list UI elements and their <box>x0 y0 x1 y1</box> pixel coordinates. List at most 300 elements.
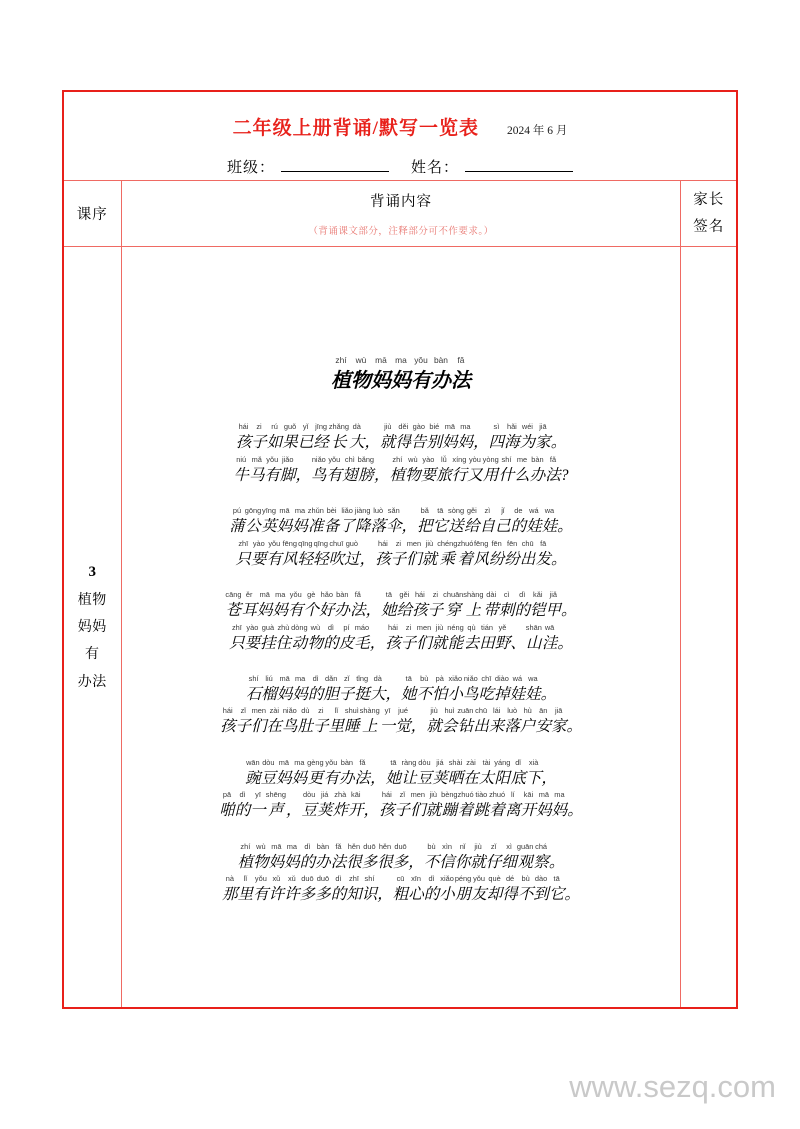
hanzi: 很 <box>377 853 393 871</box>
pinyin <box>573 706 575 716</box>
hanzi: 要 <box>420 466 437 484</box>
ruby-char <box>370 758 386 790</box>
name-input[interactable] <box>465 157 573 172</box>
ruby-char <box>408 874 424 906</box>
poem-line <box>130 539 673 571</box>
hanzi: 就 <box>426 718 442 736</box>
pinyin: fēng <box>282 538 297 548</box>
pinyin <box>372 590 374 600</box>
ruby-char <box>246 674 262 706</box>
hanzi: 办 <box>315 853 331 871</box>
poem-line <box>130 842 673 874</box>
ruby-char <box>236 539 252 571</box>
pinyin <box>392 674 394 684</box>
hanzi: 备 <box>323 518 340 536</box>
pinyin: ma <box>294 506 306 516</box>
document-date: 2024 年 6 月 <box>506 124 568 137</box>
ruby-char <box>557 623 573 655</box>
pinyin: bèng <box>441 790 458 800</box>
ruby-char <box>557 506 573 538</box>
header-content <box>121 181 681 247</box>
ruby-char <box>329 706 345 738</box>
pinyin: jiàng <box>354 506 371 516</box>
ruby-char <box>514 455 530 487</box>
hanzi: 子 <box>394 802 411 820</box>
ruby-char <box>502 874 518 906</box>
hanzi: 告 <box>411 434 427 452</box>
pinyin: tiào <box>475 790 488 800</box>
hanzi: 豌 <box>245 769 261 787</box>
ruby-char <box>455 874 471 906</box>
hanzi: 大 <box>369 686 386 703</box>
ruby-char <box>426 790 442 822</box>
pinyin: jiǎ <box>549 590 557 600</box>
pinyin: guò <box>345 538 359 548</box>
hanzi: 们 <box>410 802 426 820</box>
pinyin: guǒ <box>283 422 297 432</box>
ruby-char <box>324 506 340 538</box>
hanzi: 法 <box>354 769 371 787</box>
pinyin: ěr <box>245 590 253 600</box>
hanzi: ， <box>285 802 302 820</box>
pinyin: yáng <box>494 757 511 767</box>
pinyin: chuī <box>329 538 344 548</box>
header-content-note: （背诵课文部分，注释部分可不作要求。） <box>308 227 494 237</box>
pinyin: wa <box>544 506 555 516</box>
hanzi: 妈 <box>284 853 300 871</box>
hanzi: 不 <box>517 886 534 904</box>
pinyin: liǎo <box>341 506 353 516</box>
ruby-char <box>251 422 267 454</box>
ruby-char <box>267 706 283 738</box>
hanzi: 的 <box>330 886 347 904</box>
ruby-char <box>267 422 283 454</box>
ruby-char <box>411 706 427 738</box>
hanzi: 粗 <box>392 886 409 904</box>
hanzi: 植 <box>330 370 351 393</box>
ruby-char <box>317 790 333 822</box>
ruby-char <box>260 623 276 655</box>
pinyin: fǎ <box>359 757 366 767</box>
pinyin: wù <box>256 841 266 851</box>
pinyin: ma <box>294 674 306 683</box>
pinyin: zhī <box>231 622 242 632</box>
ruby-char <box>327 455 343 487</box>
hanzi: 孩 <box>219 718 236 736</box>
hanzi: 带 <box>483 602 499 620</box>
hanzi: 刺 <box>498 602 515 620</box>
pinyin <box>377 758 379 768</box>
hanzi: 户 <box>519 718 536 736</box>
hanzi: 妈 <box>272 602 288 620</box>
pinyin: dì <box>335 874 342 884</box>
hanzi: 发 <box>535 550 551 568</box>
hanzi: 的 <box>423 886 440 904</box>
ruby-char <box>510 674 526 706</box>
pinyin: hǎo <box>320 590 333 600</box>
pinyin: ma <box>554 790 565 800</box>
pinyin: dì <box>304 841 311 851</box>
ruby-char <box>339 506 355 538</box>
ruby-char <box>323 623 339 655</box>
hanzi: 子 <box>427 602 444 620</box>
pinyin: gěi <box>466 506 477 516</box>
hanzi: 妈 <box>276 686 293 703</box>
hanzi: 有 <box>323 769 340 787</box>
hanzi: 啪 <box>219 802 235 820</box>
ruby-char <box>448 506 464 538</box>
ruby-char <box>282 706 298 738</box>
pinyin: zi <box>395 538 402 548</box>
hanzi: 豆 <box>416 769 433 787</box>
pinyin: mā <box>279 674 290 683</box>
ruby-char <box>473 706 489 738</box>
ruby-char <box>432 758 448 790</box>
hanzi: 伞 <box>385 518 402 536</box>
hanzi: 出 <box>519 550 536 568</box>
hanzi: 就 <box>431 634 448 652</box>
hanzi: 声 <box>268 802 284 820</box>
header-parent-signature <box>681 181 737 247</box>
pinyin: dài <box>486 590 497 600</box>
hanzi: 果 <box>282 434 298 452</box>
pinyin: zhuó <box>489 790 506 800</box>
lesson-title-segment: 植物 <box>77 592 107 608</box>
ruby-char <box>567 790 583 822</box>
hanzi: 友 <box>471 886 487 904</box>
ruby-char <box>520 539 536 571</box>
ruby-char <box>495 623 511 655</box>
pinyin: mā <box>279 506 290 516</box>
pinyin: shí <box>501 454 512 464</box>
ruby-char <box>499 455 515 487</box>
ruby-char <box>552 790 568 822</box>
ruby-char <box>514 590 530 622</box>
pinyin <box>547 674 549 684</box>
pinyin <box>557 422 559 432</box>
pinyin: yī <box>255 790 261 800</box>
hanzi: 出 <box>473 718 489 736</box>
pinyin: yào <box>252 538 265 548</box>
ruby-char <box>298 706 314 738</box>
ruby-char <box>292 758 308 790</box>
pinyin: hǎi <box>506 422 517 432</box>
pinyin: gèng <box>307 757 324 767</box>
hanzi: 纷 <box>488 550 505 568</box>
header-parent-signature-line1: 家长 <box>693 191 725 208</box>
hanzi: 家 <box>535 434 551 452</box>
ruby-char <box>286 790 302 822</box>
hanzi: 孩 <box>375 550 391 568</box>
hanzi: 怕 <box>432 686 448 703</box>
ruby-char <box>245 506 261 538</box>
hanzi: ， <box>377 886 393 904</box>
poem-line <box>130 355 673 396</box>
ruby-char <box>304 590 320 622</box>
ruby-char <box>339 758 355 790</box>
pinyin: shàng <box>359 706 380 716</box>
ruby-char <box>526 758 542 790</box>
hanzi: 的 <box>299 853 316 871</box>
ruby-char <box>479 623 495 655</box>
ruby-char <box>483 590 499 622</box>
ruby-char <box>298 422 314 454</box>
pinyin: tā <box>385 590 392 600</box>
pinyin <box>408 506 410 516</box>
ruby-char <box>251 539 267 571</box>
pinyin: fēng <box>473 538 489 548</box>
hanzi: 有 <box>264 466 281 484</box>
hanzi: 孩 <box>235 434 252 452</box>
pinyin: yòng <box>482 454 499 464</box>
ruby-char <box>416 623 432 655</box>
hanzi: 得 <box>502 886 518 904</box>
hanzi: 孩 <box>412 602 428 620</box>
pinyin: zǐ <box>490 841 497 851</box>
hanzi: 办 <box>334 602 351 620</box>
hanzi: 办 <box>430 370 451 393</box>
ruby-char <box>355 506 371 538</box>
pinyin: chū <box>475 706 488 716</box>
hanzi: 。 <box>567 802 583 820</box>
hanzi: ， <box>370 769 386 787</box>
pinyin: tā <box>553 874 560 884</box>
pinyin: lǐ <box>243 874 247 884</box>
pinyin: me <box>516 454 528 464</box>
pinyin: xià <box>528 757 539 767</box>
ruby-char <box>489 706 505 738</box>
hanzi: 洼 <box>541 634 558 652</box>
pinyin: bèi <box>326 506 337 516</box>
pinyin: yǒu <box>473 874 485 884</box>
hanzi: 娃 <box>509 686 526 703</box>
hanzi: 植 <box>389 466 406 484</box>
ruby-char <box>564 874 580 906</box>
hanzi: 在 <box>463 769 479 787</box>
hanzi: 有 <box>410 370 431 393</box>
hanzi: 很 <box>346 853 362 871</box>
pinyin: chī <box>481 674 492 683</box>
ruby-char <box>546 590 562 622</box>
ruby-char <box>238 874 254 906</box>
ruby-char <box>339 623 355 655</box>
pinyin: qù <box>467 622 476 632</box>
ruby-char <box>379 790 395 822</box>
hanzi: 能 <box>447 634 464 652</box>
pinyin: xíng <box>452 454 467 464</box>
pinyin: ma <box>286 841 298 851</box>
hanzi: 上 <box>465 602 482 620</box>
hanzi: ， <box>541 769 557 787</box>
pinyin: jiā <box>555 706 563 716</box>
pinyin: hěn <box>347 841 361 851</box>
ruby-char <box>225 590 241 622</box>
hanzi: ， <box>374 466 390 484</box>
hanzi: 榴 <box>261 686 277 703</box>
lesson-title-segment: 妈妈 <box>77 619 107 635</box>
pinyin: wù <box>408 454 418 464</box>
poem-line <box>130 422 673 454</box>
ruby-char <box>504 539 520 571</box>
ruby-char <box>229 506 245 538</box>
ruby-char <box>457 539 473 571</box>
ruby-char <box>439 874 455 906</box>
pinyin: gè <box>307 590 316 600</box>
pinyin: xǔ <box>272 874 281 884</box>
pinyin: tǐng <box>356 674 369 683</box>
pinyin <box>415 842 417 852</box>
hanzi: ， <box>365 602 382 620</box>
hanzi: 法 <box>350 602 366 620</box>
ruby-char <box>393 874 409 906</box>
hanzi: ， <box>385 686 401 703</box>
pinyin: yě <box>498 622 507 632</box>
parent-signature-cell[interactable] <box>681 247 737 1009</box>
hanzi: 多 <box>392 853 409 871</box>
hanzi: 着 <box>489 802 505 820</box>
pinyin: nǐ <box>459 841 466 851</box>
hanzi: 。 <box>550 434 567 452</box>
pinyin: shēng <box>265 790 286 800</box>
ruby-char <box>526 623 542 655</box>
ruby-char <box>395 706 411 738</box>
hanzi: 孩 <box>385 634 401 652</box>
pinyin: wa <box>528 674 538 683</box>
lesson-number: 3 <box>88 564 96 581</box>
pinyin: fǎ <box>354 590 361 600</box>
ruby-char <box>349 422 365 454</box>
hanzi: 有 <box>326 466 343 484</box>
ruby-char <box>533 874 549 906</box>
pinyin: rú <box>271 422 278 432</box>
hanzi: 观 <box>517 853 533 871</box>
ruby-char <box>511 506 527 538</box>
ruby-char <box>386 506 402 538</box>
pinyin: wā <box>544 622 555 632</box>
pinyin: jiǎo <box>282 454 294 464</box>
ruby-char <box>366 590 382 622</box>
ruby-char <box>386 758 402 790</box>
hanzi: 妈 <box>276 518 293 536</box>
hanzi: 风 <box>473 550 489 568</box>
pinyin: mā <box>444 422 455 432</box>
ruby-char <box>535 706 551 738</box>
ruby-char <box>219 790 235 822</box>
ruby-char <box>220 706 236 738</box>
pinyin <box>370 790 372 800</box>
pinyin: fēn <box>507 538 518 548</box>
ruby-char <box>463 590 483 622</box>
hanzi: 她 <box>381 602 397 620</box>
pinyin: fǎ <box>457 355 465 366</box>
hanzi: 耳 <box>241 602 257 620</box>
ruby-char <box>377 842 393 874</box>
header-lesson-order <box>63 181 121 247</box>
poem-line <box>130 455 673 487</box>
hanzi: 海 <box>504 434 520 452</box>
hanzi: 里 <box>237 886 254 904</box>
pinyin: dòu <box>418 757 431 767</box>
lesson-title-segment: 有 <box>85 647 100 663</box>
pinyin: tā <box>390 757 397 767</box>
pinyin: ān <box>539 706 548 716</box>
pinyin: fǎ <box>549 454 557 464</box>
ruby-char <box>458 422 474 454</box>
pinyin: wá <box>512 674 523 683</box>
hanzi: 不 <box>416 686 433 703</box>
hanzi: 动 <box>291 634 308 652</box>
pinyin <box>558 539 560 549</box>
class-input[interactable] <box>281 157 389 172</box>
ruby-char <box>272 590 288 622</box>
ruby-char <box>308 623 324 655</box>
pinyin: lái <box>492 706 501 716</box>
hanzi: 把 <box>417 518 433 536</box>
hanzi: 。 <box>557 634 573 652</box>
ruby-char <box>395 790 411 822</box>
poem-line <box>130 874 673 906</box>
pinyin: zài <box>269 706 280 716</box>
pinyin: zi <box>318 706 324 716</box>
hanzi: ， <box>410 718 427 736</box>
pinyin: wá <box>529 506 539 516</box>
hanzi: 落 <box>504 718 520 736</box>
hanzi: 为 <box>519 434 536 452</box>
pinyin: yào <box>246 622 259 632</box>
pinyin <box>517 623 519 633</box>
pinyin: zhī <box>238 538 249 548</box>
hanzi: 晒 <box>447 769 464 787</box>
pinyin: hěn <box>378 841 392 851</box>
hanzi: 吹 <box>328 550 345 568</box>
pinyin: dòng <box>291 622 308 632</box>
hanzi: 要 <box>244 634 261 652</box>
ruby-char <box>319 590 335 622</box>
pinyin: zhuó <box>457 790 474 800</box>
pinyin: jiù <box>429 790 438 800</box>
ruby-char <box>566 706 582 738</box>
ruby-char <box>301 790 317 822</box>
pinyin: jīng <box>315 422 328 432</box>
pinyin <box>480 422 482 432</box>
ruby-char <box>412 590 428 622</box>
ruby-char <box>261 758 277 790</box>
ruby-char <box>235 790 251 822</box>
hanzi: 给 <box>464 518 480 536</box>
ruby-char <box>510 623 526 655</box>
ruby-char <box>354 623 370 655</box>
pinyin: wéi <box>521 422 533 432</box>
hanzi: ， <box>401 518 418 536</box>
hanzi: 多 <box>315 886 331 904</box>
ruby-char <box>487 874 503 906</box>
ruby-char <box>346 874 362 906</box>
pinyin: ma <box>395 355 407 366</box>
hanzi: 轻 <box>297 550 314 568</box>
hanzi: 不 <box>423 853 440 871</box>
ruby-char <box>480 506 496 538</box>
lesson-title <box>64 587 121 696</box>
hanzi: 住 <box>275 634 292 652</box>
ruby-char <box>269 874 285 906</box>
pinyin: zi <box>256 422 262 432</box>
pinyin: dòu <box>303 790 316 800</box>
ruby-char <box>541 758 557 790</box>
ruby-char <box>549 874 565 906</box>
ruby-char <box>428 590 444 622</box>
hanzi: 。 <box>561 602 577 620</box>
hanzi: 轻 <box>313 550 329 568</box>
